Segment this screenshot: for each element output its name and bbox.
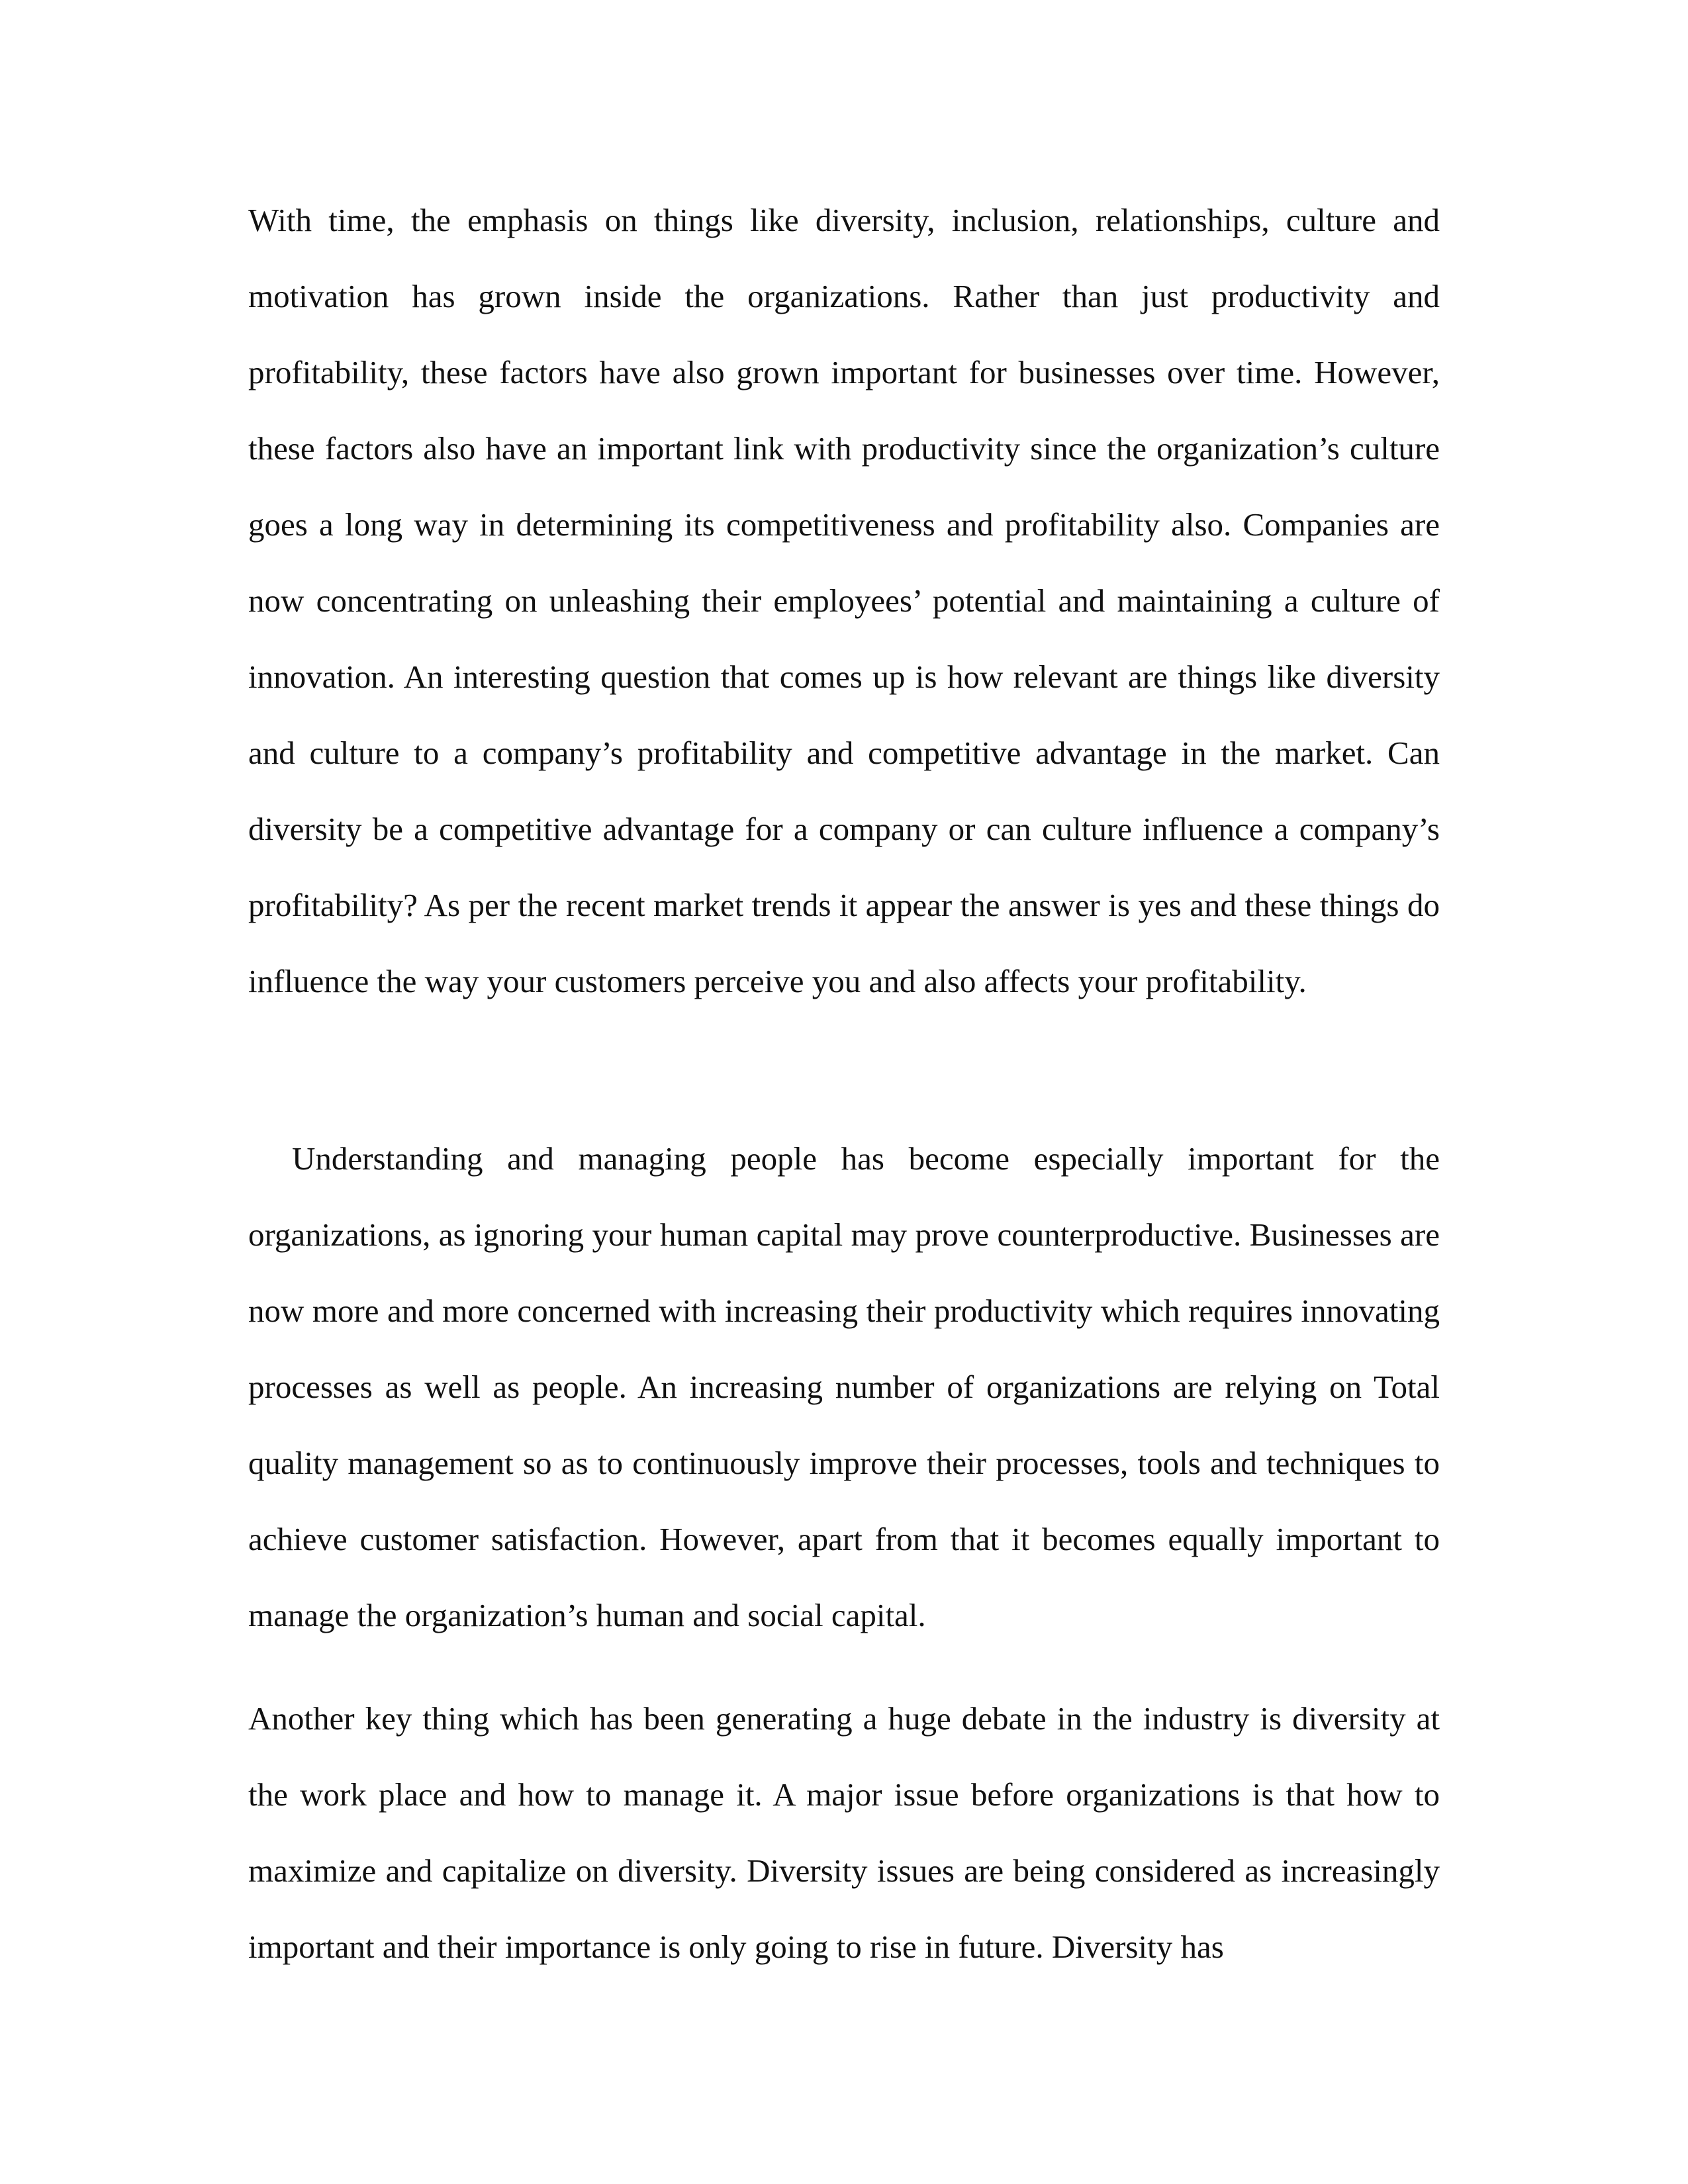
paragraph-managing-people [248,1120,1440,1653]
paragraph-text: With time, the emphasis on things like diversity, inclusion, relationships, culture and motivation has grown inside the organizations. Rather than just productivity and profitability, these factors have also grown important for businesses over time. However, these factors also have an important link with productivity since the organization’s culture goes a long way in determining its competitiveness and profitability also. Companies are now concentrating on unleashing their employees’ potential and maintaining a culture of innovation. An interesting question that comes up is how relevant are things like diversity and culture to a company’s profitability and competitive advantage in the market. Can diversity be a competitive advantage for a company or can culture influence a company’s profitability? As per the recent market trends it appear the answer is yes and these things do influence the way your customers perceive you and also affects your profitability. [248,202,1440,999]
paragraph-text: Another key thing which has been generating a huge debate in the industry is diversity at the work place and how to manage it. A major issue before organizations is that how to maximize and capitalize on diversity. Diversity issues are being considered as increasingly important and their importance is only going to rise in future. Diversity has [248,1700,1440,1965]
paragraph-diversity-culture-intro [248,182,1440,1019]
paragraph-text: Understanding and managing people has become especially important for the organizations, as ignoring your human capital may prove counterproductive. Businesses are now more and more concerned with increasing their productivity which requires innovating processes as well as people. An increasing number of organizations are relying on Total quality management so as to continuously improve their processes, tools and techniques to achieve customer satisfaction. However, apart from that it becomes equally important to manage the organization’s human and social capital. [248,1140,1440,1633]
paragraph-workplace-diversity [248,1680,1440,1985]
